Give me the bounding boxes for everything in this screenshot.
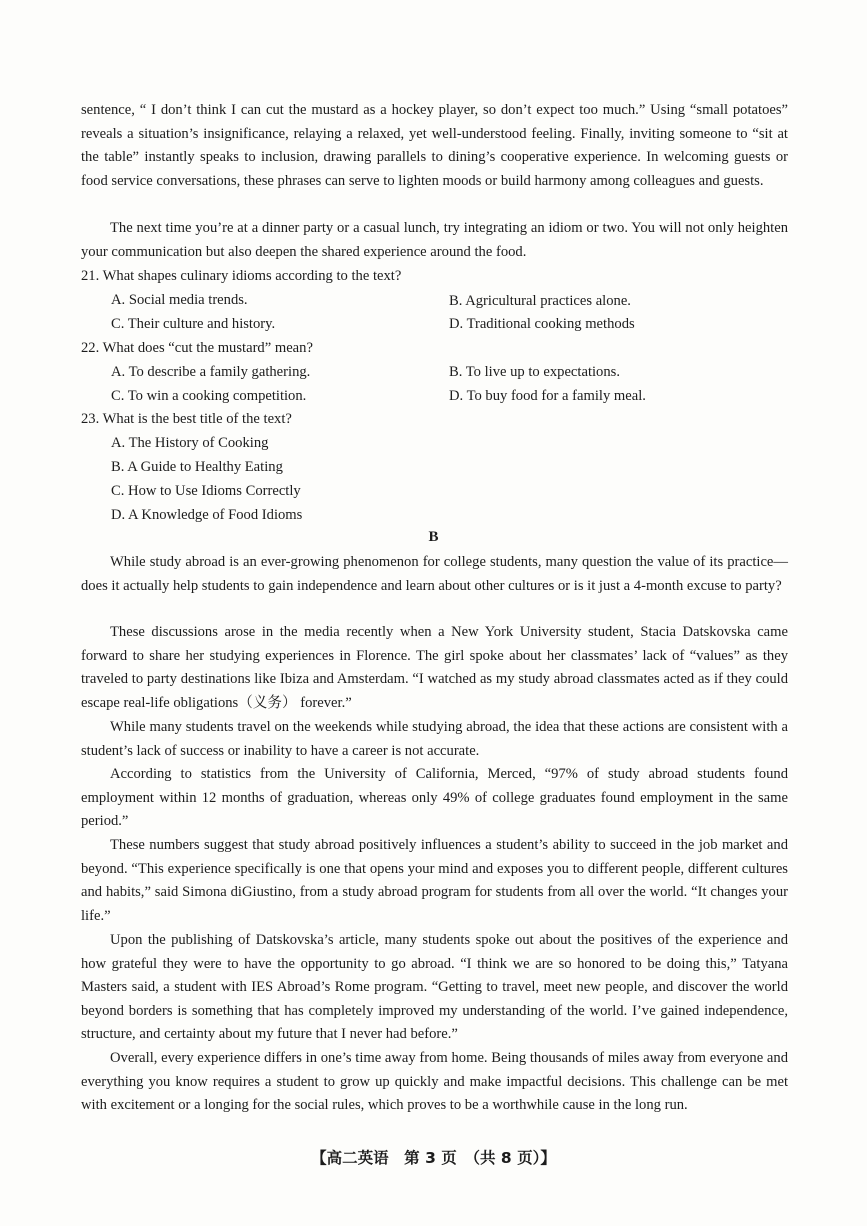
question-22-option-c: C. To win a cooking competition. <box>111 388 307 404</box>
passage-b-paragraph: These numbers suggest that study abroad positively influences a student’s ability to succeed in the job market and beyond. “This experience specifically is one that opens your mind and exposes you to different people, different cultures and habits,” said Simona diGiustino, from a study abroad program for students from all over the world. “It changes your life.” <box>81 837 788 924</box>
page-footer: 【高二英语 第 3 页 （共 8 页）】 <box>311 1149 556 1167</box>
question-21-stem: 21. What shapes culinary idioms according to the text? <box>81 268 402 284</box>
question-23-option-c: C. How to Use Idioms Correctly <box>111 483 301 499</box>
question-23-option-b: B. A Guide to Healthy Eating <box>111 459 283 475</box>
passage-b-paragraph: Overall, every experience differs in one’s time away from home. Being thousands of miles away from everyone and everything you know requires a student to grow up quickly and make impactful decisions. This challenge can be met with excitement or a longing for the social rules, which proves to be a worthwhile cause in the long run. <box>81 1050 788 1114</box>
passage-a-paragraph: The next time you’re at a dinner party or a casual lunch, try integrating an idiom or two. You will not only heighten your communication but also deepen the shared experience around the food. <box>81 220 788 260</box>
question-22-stem: 22. What does “cut the mustard” mean? <box>81 340 313 356</box>
question-22-option-a: A. To describe a family gathering. <box>111 364 311 380</box>
question-22-option-b: B. To live up to expectations. <box>449 364 620 380</box>
passage-b-paragraph: While study abroad is an ever-growing phenomenon for college students, many question the value of its practice—does it actually help students to gain independence and learn about other cultures or is it just a 4-month excuse to party? <box>81 554 788 594</box>
question-21-option-d: D. Traditional cooking methods <box>449 316 635 332</box>
question-23-option-a: A. The History of Cooking <box>111 435 269 451</box>
section-b-heading: B <box>428 529 439 545</box>
question-22-option-d: D. To buy food for a family meal. <box>449 388 646 404</box>
passage-b-paragraph: These discussions arose in the media recently when a New York University student, Stacia Datskovska came forward to share her studying experiences in Florence. The girl spoke about her classmates’ lack of “values” as they traveled to party destinations like Ibiza and Amsterdam. “I watched as my study abroad classmates acted as if they could escape real-life obligations（义务） forever.” <box>81 624 788 711</box>
question-21-option-c: C. Their culture and history. <box>111 316 276 332</box>
passage-b-paragraph: According to statistics from the University of California, Merced, “97% of study abroad students found employment within 12 months of graduation, whereas only 49% of college graduates found employment in the same period.” <box>81 766 788 830</box>
passage-b-paragraph: While many students travel on the weekends while studying abroad, the idea that these actions are consistent with a student’s lack of success or inability to have a career is not accurate. <box>81 719 788 759</box>
passage-a-paragraph: sentence, “ I don’t think I can cut the mustard as a hockey player, so don’t expect too much.” Using “small potatoes” reveals a situation’s insignificance, relaying a relaxed, yet well-understood feeling. Finally, inviting someone to “sit at the table” instantly speaks to inclusion, drawing parallels to dining’s cooperative experience. In welcoming guests or food service conversations, these phrases can serve to lighten moods or build harmony among colleagues and guests. <box>81 102 788 189</box>
question-21-option-b: B. Agricultural practices alone. <box>449 293 631 309</box>
question-21-option-a: A. Social media trends. <box>111 292 248 308</box>
question-23-option-d: D. A Knowledge of Food Idioms <box>111 507 303 523</box>
passage-b-paragraph: Upon the publishing of Datskovska’s article, many students spoke out about the positives of the experience and how grateful they were to have the opportunity to go abroad. “I think we are so honored to be doing this,” Tatyana Masters said, a student with IES Abroad’s Rome program. “Getting to travel, meet new people, and discover the world beyond borders is something that has completely improved my understanding of the world. I’ve gained independence, structure, and certainty about my future that I never had before.” <box>81 932 788 1043</box>
question-23-stem: 23. What is the best title of the text? <box>81 411 292 427</box>
